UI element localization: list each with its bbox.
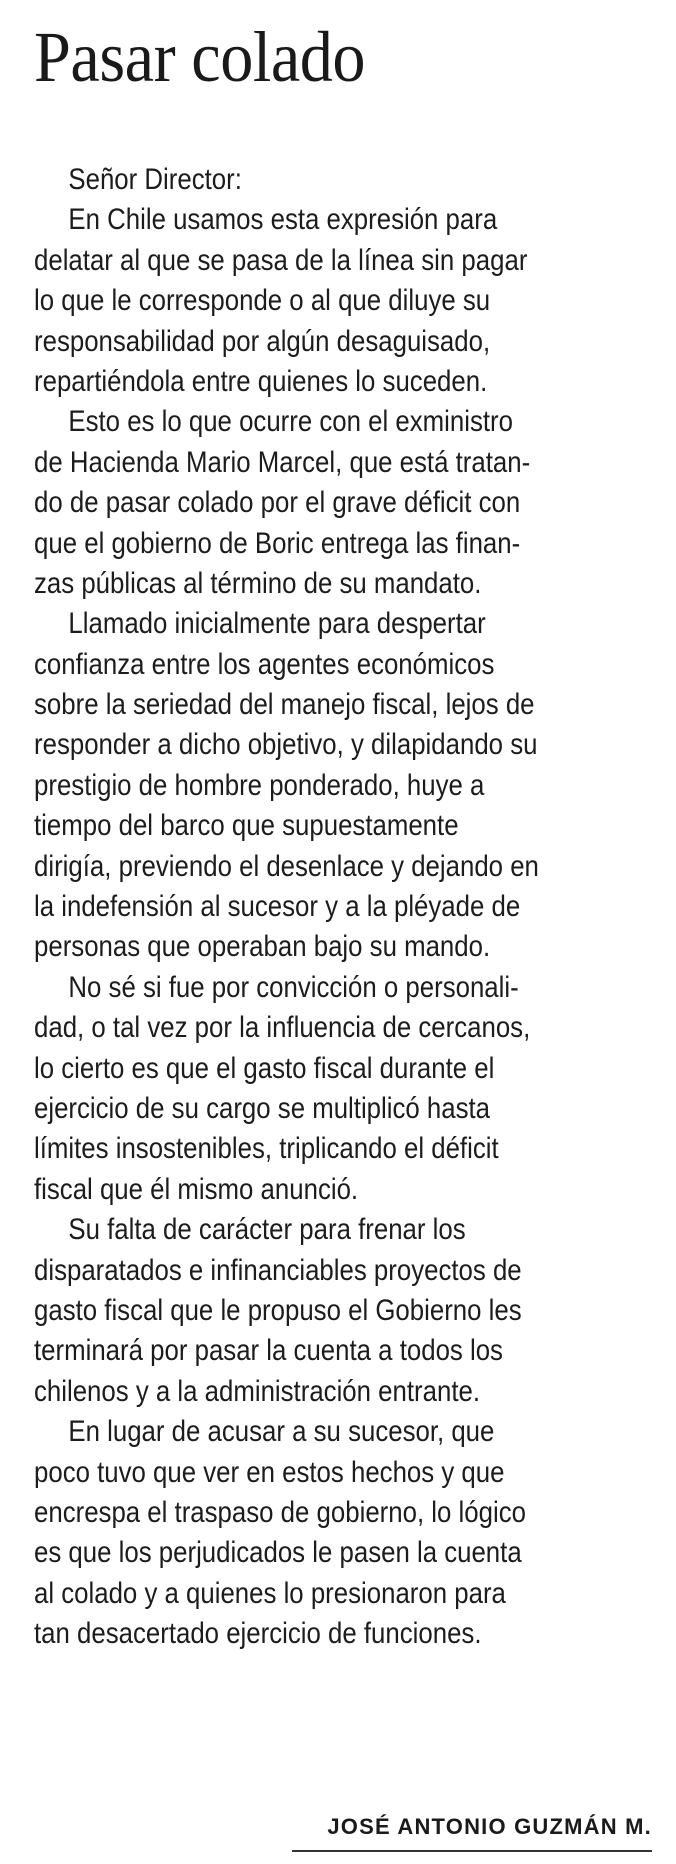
article-title: Pasar colado xyxy=(34,17,366,97)
paragraph-line: Su falta de carácter para frenar los xyxy=(68,1213,466,1247)
paragraph-line: poco tuvo que ver en estos hechos y que xyxy=(34,1455,505,1489)
paragraph-line: encrespa el traspaso de gobierno, lo lógico xyxy=(34,1495,526,1529)
paragraph-line: Esto es lo que ocurre con el exministro xyxy=(68,405,513,439)
paragraph-line: confianza entre los agentes económicos xyxy=(34,647,495,681)
paragraph-line: repartiéndola entre quienes lo suceden. xyxy=(34,364,488,398)
paragraph-line: dirigía, previendo el desenlace y dejando en xyxy=(34,849,539,883)
paragraph-line: fiscal que él mismo anunció. xyxy=(34,1172,359,1206)
paragraph-line: responder a dicho objetivo, y dilapidando su xyxy=(34,728,538,762)
paragraph-line: chilenos y a la administración entrante. xyxy=(34,1374,481,1408)
paragraph-line: En Chile usamos esta expresión para xyxy=(68,203,498,237)
paragraph-line: límites insostenibles, triplicando el déficit xyxy=(34,1132,499,1166)
paragraph-line: No sé si fue por convicción o personali- xyxy=(68,970,519,1004)
paragraph-line: ejercicio de su cargo se multiplicó hasta xyxy=(34,1091,491,1125)
paragraph-line: tan desacertado ejercicio de funciones. xyxy=(34,1617,482,1651)
paragraph-line: Llamado inicialmente para despertar xyxy=(68,607,486,641)
paragraph-line: lo cierto es que el gasto fiscal durante el xyxy=(34,1051,495,1085)
paragraph-line: personas que operaban bajo su mando. xyxy=(34,930,491,964)
paragraph-line: al colado y a quienes lo presionaron para xyxy=(34,1576,506,1610)
paragraph-line: do de pasar colado por el grave déficit con xyxy=(34,486,521,520)
salutation: Señor Director: xyxy=(68,163,242,196)
paragraph-line: En lugar de acusar a su sucesor, que xyxy=(68,1415,495,1449)
paragraph-line: es que los perjudicados le pasen la cuenta xyxy=(34,1536,522,1570)
paragraph-line: terminará por pasar la cuenta a todos los xyxy=(34,1334,503,1368)
paragraph-line: delatar al que se pasa de la línea sin pagar xyxy=(34,243,528,277)
paragraph-line: lo que le corresponde o al que diluye su xyxy=(34,284,491,318)
paragraph-line: zas públicas al término de su mandato. xyxy=(34,566,482,600)
paragraph-line: la indefensión al sucesor y a la pléyade de xyxy=(34,890,521,924)
paragraph-line: tiempo del barco que supuestamente xyxy=(34,809,459,843)
paragraph-line: gasto fiscal que le propuso el Gobierno les xyxy=(34,1293,522,1327)
signature-underline xyxy=(292,1850,652,1852)
author-signature: JOSÉ ANTONIO GUZMÁN M. xyxy=(327,1814,652,1839)
paragraph-line: dad, o tal vez por la influencia de cercanos, xyxy=(34,1011,531,1045)
paragraph-line: sobre la seriedad del manejo fiscal, lejos de xyxy=(34,688,535,722)
letter-body xyxy=(34,160,662,1654)
paragraph-line: prestigio de hombre ponderado, huye a xyxy=(34,768,485,802)
paragraph-line: de Hacienda Mario Marcel, que está tratan- xyxy=(34,445,531,479)
paragraph-line: que el gobierno de Boric entrega las finan- xyxy=(34,526,521,560)
paragraph-line: responsabilidad por algún desaguisado, xyxy=(34,324,491,358)
paragraph-line: disparatados e infinanciables proyectos de xyxy=(34,1253,522,1287)
letter-article xyxy=(34,0,662,1654)
